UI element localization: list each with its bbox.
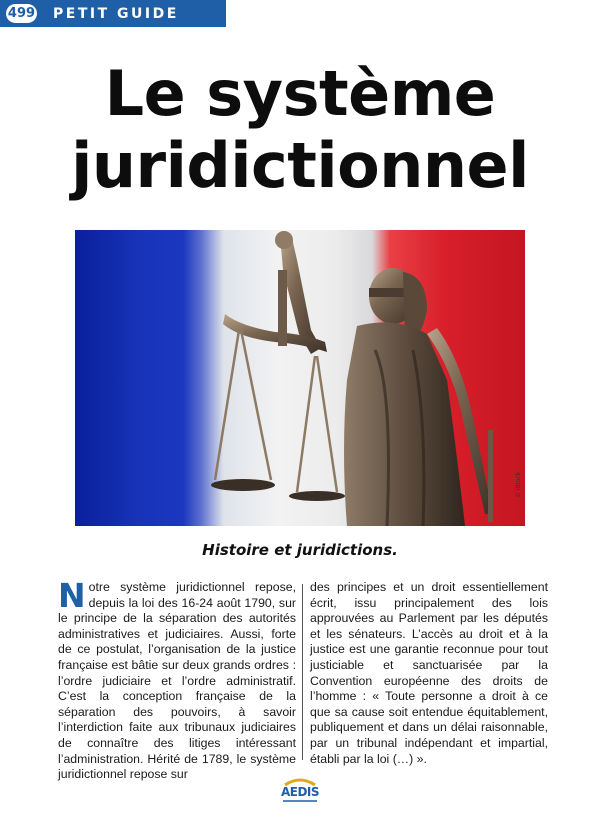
subtitle: Histoire et juridictions. [202, 541, 398, 559]
cover-illustration [75, 230, 525, 526]
publisher-logo [277, 777, 323, 805]
body-column-left [58, 576, 296, 783]
series-band [0, 0, 226, 27]
series-number-badge: 499 [7, 6, 36, 21]
body-column-right [310, 580, 548, 767]
body-text-left: otre système juridictionnel repose, depuis la loi des 16-24 août 1790, sur le principe de la séparation des autorités administratives et judiciaires. Aussi, forte de ce postulat, l’organisation de la justice française est bâtie sur deux grands ordres : l’ordre judiciaire et l’ordre administratif. C’est la conception française de la séparation des pouvoirs, à savoir l’interdiction faite aux tribunaux judiciaires de connaître des litiges intéressant l’administration. Hérité de 1789, le système juridictionnel repose sur [58, 580, 296, 782]
book-title-line-2: juridictionnel [71, 129, 529, 202]
book-title-line-1: Le système [104, 57, 496, 130]
justice-statue-illustration [75, 230, 525, 526]
series-name: PETIT GUIDE [53, 5, 179, 22]
image-credit: © iStock [515, 471, 522, 498]
publisher-name: AEDIS [280, 785, 320, 799]
book-title [0, 58, 600, 202]
body-text-right: des principes et un droit essentiellement écrit, issu principalement des lois approuvées au Parlement par les députés et les sénateurs. L’accès au droit et à la justice est une garantie reconnue pour tout justiciable et sanctuarisée par la Convention européenne des droits de l’homme : « Toute personne a droit à ce que sa cause soit entendue équitablement, publiquement et dans un délai raisonnable, par un tribunal indépendant et impartial, établi par la loi (…) ». [310, 580, 548, 766]
drop-cap: N [58, 576, 86, 615]
column-divider [302, 584, 303, 760]
